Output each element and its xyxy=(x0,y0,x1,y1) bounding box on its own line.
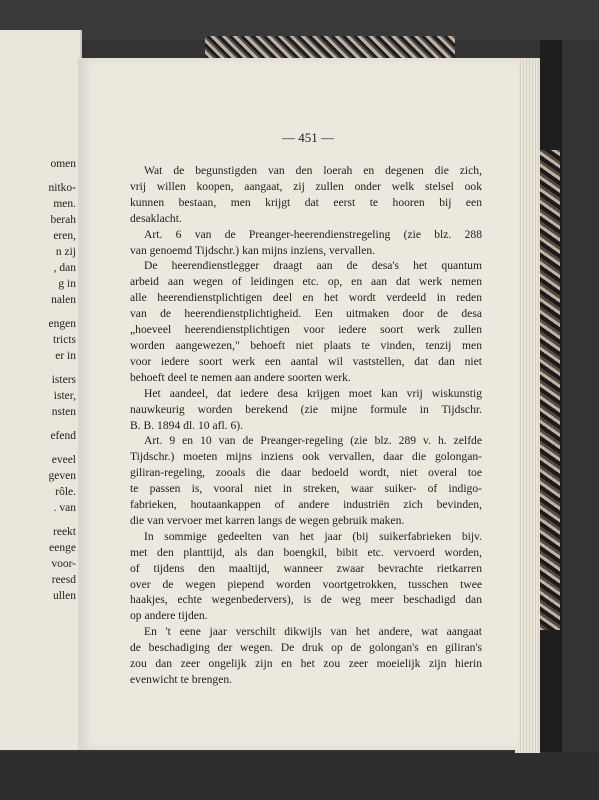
left-page-text-fragment: efend xyxy=(50,430,76,442)
left-page-text-fragment: reesd xyxy=(51,574,76,586)
text-line: haakjes, echte wegenbedervers), is de weg meer beschadigd dan xyxy=(130,593,482,607)
page-body-text xyxy=(130,163,482,688)
text-line: „hoeveel heerendienstplichtigen voor iedere soort werk zullen xyxy=(130,323,482,337)
text-line: Tijdschr.) moeten mijns inziens ook vervallen, daar die golongan- xyxy=(130,450,482,464)
left-page-text-fragment: men. xyxy=(53,198,76,210)
text-line: vrij willen koopen, aangaat, zij zullen onder welk stelsel ook xyxy=(130,179,482,193)
left-page-text-fragment: nitko- xyxy=(48,182,76,194)
page-number: — 451 — xyxy=(282,130,334,145)
left-page-text-fragment: eren, xyxy=(53,230,76,242)
left-page-text-fragment: nalen xyxy=(51,294,76,306)
left-page-text-fragment: nsten xyxy=(51,406,76,418)
left-page-text-fragment: , dan xyxy=(53,262,76,274)
left-page-text-fragment: omen xyxy=(50,158,76,170)
book-page xyxy=(78,58,518,750)
text-line: giliran-regeling, zooals die daar bedoeld wordt, niet overal toe xyxy=(130,466,482,480)
left-page-text-fragment: rôle. xyxy=(55,486,76,498)
text-line: die van vervoer met karren langs de wegen gebruik maken. xyxy=(130,513,405,527)
text-line: desaklacht. xyxy=(130,211,182,225)
text-line: Het aandeel, dat iedere desa krijgen moet kan vrij wiskunstig xyxy=(144,386,482,400)
left-page-text-fragment: er in xyxy=(55,350,76,362)
text-line: te passen is, vooral niet in streken, waar suiker- of indigo- xyxy=(130,482,482,496)
text-line: of tijdens den maaltijd, wanneer zwaar bevrachte rietkarren xyxy=(130,561,482,575)
left-page-text-fragment: ister, xyxy=(53,390,76,402)
text-line: de beschadiging der wegen. De druk op de golongan's en giliran's xyxy=(130,641,482,655)
left-page-text-fragment: eveel xyxy=(51,454,76,466)
left-page-text-fragment: berah xyxy=(50,214,76,226)
left-page-text-fragment: engen xyxy=(48,318,76,330)
left-page-text-fragment: . van xyxy=(53,502,76,514)
left-page-text-fragment: eenge xyxy=(49,542,76,554)
left-page-text-fragment: voor- xyxy=(51,558,76,570)
bottom-background-strip xyxy=(0,752,599,800)
top-background-strip xyxy=(0,0,599,40)
left-page-fragment xyxy=(0,30,82,750)
text-line: zou dan zeer ongelijk zijn en het zou zeer moeielijk zijn hierin xyxy=(130,657,482,671)
text-line: alle heerendienstplichtigen deel en het wordt verdeeld in reden xyxy=(130,291,482,305)
left-page-text-fragment: reekt xyxy=(53,526,76,538)
text-line: op andere tijden. xyxy=(130,609,208,623)
text-line: De heerendienstlegger draagt aan de desa's het quantum xyxy=(144,259,482,273)
text-line: worden aangewezen," behoeft niet plaats te vinden, tenzij men xyxy=(130,338,482,352)
page-stack-edge xyxy=(515,58,540,753)
text-line: Art. 6 van de Preanger-heerendienstregeling (zie blz. 288 xyxy=(144,227,482,241)
text-line: In sommige gedeelten van het jaar (bij suikerfabrieken bijv. xyxy=(144,529,482,543)
text-line: kunnen bestaan, men krijgt dat eerst te hooren bij een xyxy=(130,195,482,209)
left-page-text-fragment: isters xyxy=(51,374,76,386)
text-line: met den planttijd, als dan boengkil, bibit etc. vervoerd worden, xyxy=(130,545,482,559)
text-line: van de heerendienstplichtigheid. Een uitmaken door de desa xyxy=(130,307,482,321)
text-line: Art. 9 en 10 van de Preanger-regeling (zie blz. 289 v. h. zelfde xyxy=(144,434,482,448)
text-line: fabrieken, houtaankappen of andere industriën zich bevinden, xyxy=(130,498,482,512)
text-line: voor iedere soort werk een aantal wil vaststellen, dat dan niet xyxy=(130,354,482,368)
left-page-text-fragment: ullen xyxy=(53,590,76,602)
text-line: Wat de begunstigden van den loerah en degenen die zich, xyxy=(144,164,482,177)
text-line: van genoemd Tijdschr.) kan mijns inziens, vervallen. xyxy=(130,243,376,257)
left-page-text-fragment: geven xyxy=(48,470,76,482)
text-line: arbeid aan wegen of leidingen etc. op, en aan dat werk nemen xyxy=(130,275,482,289)
left-page-text-fragment: g in xyxy=(58,278,76,290)
text-line: nauwkeurig worden berekend (zie mijne formule in Tijdschr. xyxy=(130,402,482,416)
left-page-text-fragment: tricts xyxy=(53,334,76,346)
text-line: evenwicht te brengen. xyxy=(130,673,233,686)
text-line: En 't eene jaar verschilt dikwijls van het andere, wat aangaat xyxy=(144,625,482,639)
text-line: B. B. 1894 dl. 10 afl. 6). xyxy=(130,418,244,432)
text-line: behoeft deel te nemen aan andere soorten werk. xyxy=(130,370,351,384)
marbled-endpaper-top xyxy=(205,36,455,58)
left-page-text-fragment: n zij xyxy=(55,246,76,258)
text-line: over de wegen piepend worden voortgetrokken, tusschen twee xyxy=(130,577,482,591)
